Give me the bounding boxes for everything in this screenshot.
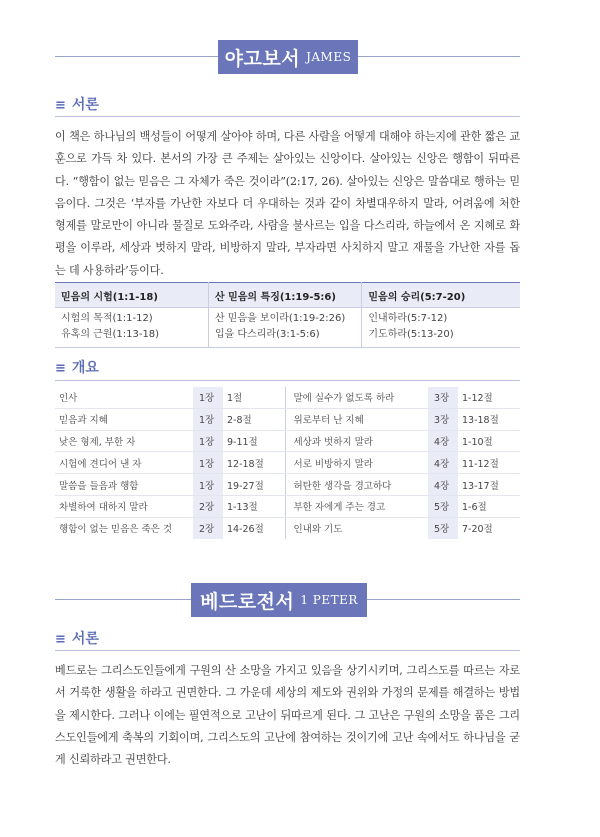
james-outline-table xyxy=(55,387,520,539)
peter-intro-divider xyxy=(55,650,520,651)
james-title-box xyxy=(218,40,358,74)
list-bars-icon: ≡ xyxy=(55,632,66,647)
outline-chapter: 4장 xyxy=(428,430,458,452)
outline-verses: 14-26절 xyxy=(227,524,264,536)
outline-row xyxy=(55,387,520,408)
outline-title: 인사 xyxy=(55,387,193,408)
outline-title: 위로부터 난 지혜 xyxy=(285,408,428,430)
themes-header-3: 믿음의 승리(5:7-20) xyxy=(362,283,520,308)
outline-chapter: 3장 xyxy=(428,387,458,408)
themes-cell xyxy=(55,308,208,348)
outline-chapter: 4장 xyxy=(428,474,458,496)
themes-cell xyxy=(208,308,361,348)
outline-chapter: 1장 xyxy=(193,430,223,452)
outline-verses: 12-18절 xyxy=(223,452,285,474)
outline-chapter: 1장 xyxy=(193,452,223,474)
peter-title-english: 1 PETER xyxy=(300,593,358,607)
outline-title: 말씀을 들음과 행함 xyxy=(55,474,193,496)
peter-intro-paragraph: 베드로는 그리스도인들에게 구원의 산 소망을 가지고 있음을 상기시키며, 그리스도를 따르는 자로서 거룩한 생활을 하라고 권면한다. 그 가운데 세상의 제도와 권위와 가정의 문제를 해결하는 방법을 제시한다. 그러나 이에는 필연적으로 고난이 뒤따르게 된다. 그 고난은 구원의 소망을 품은 그리스도인들에게 축복의 기회이며, 그리스도의 고난에 참여하는 것이기에 고난 속에서도 하나님을 굳게 신뢰하라고 권면한다. xyxy=(55,664,520,767)
outline-verses: 7-20절 xyxy=(462,524,493,536)
outline-title: 서로 비방하지 말라 xyxy=(285,452,428,474)
outline-title: 부한 자에게 주는 경고 xyxy=(285,495,428,517)
outline-verses: 2-8절 xyxy=(223,408,285,430)
outline-row xyxy=(55,474,520,496)
outline-title: 시험에 견디어 낸 자 xyxy=(55,452,193,474)
james-title-english: JAMES xyxy=(306,50,352,64)
list-bars-icon: ≡ xyxy=(55,98,66,113)
outline-chapter: 5장 xyxy=(428,495,458,517)
outline-row xyxy=(55,517,520,538)
outline-title: 허탄한 생각을 경고하다 xyxy=(285,474,428,496)
outline-verses: 9-11절 xyxy=(223,430,285,452)
outline-verses: 1-12절 xyxy=(458,387,520,408)
james-outline-heading xyxy=(55,357,99,377)
outline-chapter: 4장 xyxy=(428,452,458,474)
themes-cell xyxy=(362,308,520,348)
outline-verses: 1-10절 xyxy=(458,430,520,452)
themes-header-2: 산 믿음의 특징(1:19-5:6) xyxy=(208,283,361,308)
outline-chapter: 1장 xyxy=(193,387,223,408)
outline-title: 세상과 벗하지 말라 xyxy=(285,430,428,452)
peter-intro-heading-text: 서론 xyxy=(71,631,99,647)
outline-title: 인내와 기도 xyxy=(285,517,428,538)
outline-title: 말에 실수가 없도록 하라 xyxy=(285,387,428,408)
james-intro-divider xyxy=(55,116,520,117)
themes-item: 인내하라(5:7-12) xyxy=(368,313,448,324)
themes-item: 시험의 목적(1:1-12) xyxy=(61,313,153,324)
list-bars-icon: ≡ xyxy=(55,361,66,376)
outline-title: 낮은 형제, 부한 자 xyxy=(55,430,193,452)
james-themes-table xyxy=(55,282,520,348)
outline-verses: 13-17절 xyxy=(458,474,520,496)
outline-row xyxy=(55,495,520,517)
themes-item: 기도하라(5:13-20) xyxy=(368,329,454,340)
james-outline-heading-text: 개요 xyxy=(71,360,99,376)
peter-title-box xyxy=(191,583,367,617)
outline-title: 행함이 없는 믿음은 죽은 것 xyxy=(59,524,173,536)
peter-intro-heading xyxy=(55,628,99,648)
james-outline-divider xyxy=(55,380,520,381)
themes-row xyxy=(55,308,520,348)
james-intro-heading xyxy=(55,94,99,114)
outline-chapter: 5장 xyxy=(428,517,458,538)
outline-verses: 13-18절 xyxy=(458,408,520,430)
james-intro-heading-text: 서론 xyxy=(71,97,99,113)
outline-chapter: 1장 xyxy=(193,474,223,496)
outline-row xyxy=(55,452,520,474)
james-title-band xyxy=(55,40,520,74)
james-intro-paragraph: 이 책은 하나님의 백성들이 어떻게 살아야 하며, 다른 사람을 어떻게 대해야 하는지에 관한 짧은 교훈으로 가득 차 있다. 본서의 가장 큰 주제는 살아있는 신앙이다. 살아있는 신앙은 행함이 뒤따른다. “행함이 없는 믿음은 그 자체가 죽은 것이라”(2:17, 26). 살아있는 신앙은 말씀대로 행하는 믿음이다. 그것은 ‘부자를 가난한 자보다 더 우대하는 것과 같이 차별대우하지 말라, 어려움에 처한 형제를 말로만이 아니라 물질로 도와주라, 사람을 불사르는 입을 다스리라, 하늘에서 온 지혜로 화평을 이루라, 세상과 벗하지 말라, 비방하지 말라, 부자라면 사치하지 말고 재물을 가난한 자를 돕는 데 사용하라’등이다. xyxy=(55,130,520,277)
outline-verses: 11-12절 xyxy=(458,452,520,474)
outline-verses: 1-13절 xyxy=(223,495,285,517)
themes-item: 입을 다스리라(3:1-5:6) xyxy=(214,329,320,340)
outline-row xyxy=(55,408,520,430)
outline-chapter: 2장 xyxy=(193,495,223,517)
themes-header-row xyxy=(55,283,520,308)
outline-row xyxy=(55,430,520,452)
peter-title-korean: 베드로전서 xyxy=(200,590,295,613)
outline-verses: 1절 xyxy=(223,387,285,408)
outline-title: 믿음과 지혜 xyxy=(55,408,193,430)
outline-chapter: 1장 xyxy=(193,408,223,430)
outline-verses: 19-27절 xyxy=(223,474,285,496)
outline-verses: 1-6절 xyxy=(458,495,520,517)
peter-title-band xyxy=(55,583,520,617)
themes-item: 유혹의 근원(1:13-18) xyxy=(61,329,160,340)
outline-chapter: 3장 xyxy=(428,408,458,430)
themes-item: 산 믿음을 보이라(1:19-2:26) xyxy=(214,313,346,324)
outline-title: 차별하여 대하지 말라 xyxy=(55,495,193,517)
outline-chapter: 2장 xyxy=(193,517,223,538)
james-title-korean: 야고보서 xyxy=(224,47,301,70)
themes-header-1: 믿음의 시험(1:1-18) xyxy=(55,283,208,308)
